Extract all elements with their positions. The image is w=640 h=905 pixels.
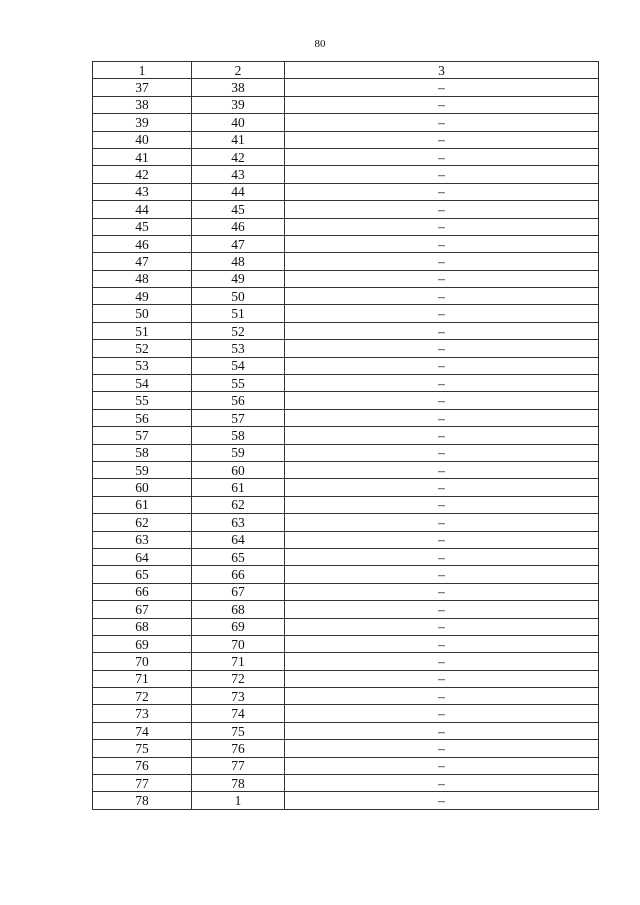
table-row bbox=[93, 427, 599, 444]
table-row bbox=[93, 201, 599, 218]
table-row bbox=[93, 253, 599, 270]
table-row bbox=[93, 792, 599, 809]
table-row bbox=[93, 357, 599, 374]
table-cell-col-2: 60 bbox=[192, 461, 285, 478]
table-cell-col-3: – bbox=[285, 322, 599, 339]
table-row bbox=[93, 79, 599, 96]
table-cell-col-3: – bbox=[285, 688, 599, 705]
table-cell-col-3: – bbox=[285, 740, 599, 757]
table-body bbox=[93, 79, 599, 809]
table-cell-col-3: – bbox=[285, 514, 599, 531]
table-row bbox=[93, 409, 599, 426]
table-cell-col-1: 62 bbox=[93, 514, 192, 531]
table-cell-col-2: 64 bbox=[192, 531, 285, 548]
table-cell-col-3: – bbox=[285, 409, 599, 426]
table-cell-col-1: 74 bbox=[93, 722, 192, 739]
table-cell-col-3: – bbox=[285, 461, 599, 478]
table-cell-col-3: – bbox=[285, 792, 599, 809]
table-row bbox=[93, 757, 599, 774]
table-cell-col-2: 67 bbox=[192, 583, 285, 600]
table-cell-col-1: 47 bbox=[93, 253, 192, 270]
table-cell-col-1: 39 bbox=[93, 114, 192, 131]
table-cell-col-3: – bbox=[285, 131, 599, 148]
table-cell-col-3: – bbox=[285, 479, 599, 496]
table-row bbox=[93, 722, 599, 739]
table-row bbox=[93, 270, 599, 287]
table-cell-col-1: 50 bbox=[93, 305, 192, 322]
table-row bbox=[93, 288, 599, 305]
table-row bbox=[93, 114, 599, 131]
table-cell-col-2: 52 bbox=[192, 322, 285, 339]
table-cell-col-1: 42 bbox=[93, 166, 192, 183]
table-cell-col-2: 59 bbox=[192, 444, 285, 461]
table-cell-col-3: – bbox=[285, 635, 599, 652]
table-row bbox=[93, 322, 599, 339]
table-cell-col-3: – bbox=[285, 427, 599, 444]
table-row bbox=[93, 775, 599, 792]
table-cell-col-3: – bbox=[285, 653, 599, 670]
table-cell-col-2: 63 bbox=[192, 514, 285, 531]
table-cell-col-2: 1 bbox=[192, 792, 285, 809]
table-cell-col-1: 54 bbox=[93, 375, 192, 392]
column-header-1: 1 bbox=[93, 62, 192, 79]
table-row bbox=[93, 131, 599, 148]
table-cell-col-3: – bbox=[285, 775, 599, 792]
table-header bbox=[93, 62, 599, 79]
table-row bbox=[93, 340, 599, 357]
table-cell-col-1: 63 bbox=[93, 531, 192, 548]
table-row bbox=[93, 479, 599, 496]
table-cell-col-2: 74 bbox=[192, 705, 285, 722]
table-row bbox=[93, 601, 599, 618]
table-row bbox=[93, 392, 599, 409]
table-cell-col-1: 72 bbox=[93, 688, 192, 705]
table-cell-col-1: 52 bbox=[93, 340, 192, 357]
table-cell-col-1: 43 bbox=[93, 183, 192, 200]
table-cell-col-1: 58 bbox=[93, 444, 192, 461]
table-cell-col-2: 46 bbox=[192, 218, 285, 235]
table-row bbox=[93, 670, 599, 687]
table-cell-col-2: 77 bbox=[192, 757, 285, 774]
table-cell-col-1: 78 bbox=[93, 792, 192, 809]
table-cell-col-3: – bbox=[285, 531, 599, 548]
table-cell-col-2: 73 bbox=[192, 688, 285, 705]
table-cell-col-3: – bbox=[285, 375, 599, 392]
table-row bbox=[93, 375, 599, 392]
table-cell-col-2: 41 bbox=[192, 131, 285, 148]
table-cell-col-3: – bbox=[285, 392, 599, 409]
table-cell-col-1: 66 bbox=[93, 583, 192, 600]
table-cell-col-3: – bbox=[285, 618, 599, 635]
table-cell-col-1: 68 bbox=[93, 618, 192, 635]
table-cell-col-1: 61 bbox=[93, 496, 192, 513]
column-header-3: 3 bbox=[285, 62, 599, 79]
table-cell-col-3: – bbox=[285, 96, 599, 113]
table-cell-col-2: 57 bbox=[192, 409, 285, 426]
table-row bbox=[93, 740, 599, 757]
table-cell-col-2: 71 bbox=[192, 653, 285, 670]
table-cell-col-3: – bbox=[285, 114, 599, 131]
table-cell-col-3: – bbox=[285, 79, 599, 96]
header-row bbox=[93, 62, 599, 79]
table-cell-col-3: – bbox=[285, 148, 599, 165]
column-header-2: 2 bbox=[192, 62, 285, 79]
table-cell-col-1: 64 bbox=[93, 548, 192, 565]
table-cell-col-2: 47 bbox=[192, 235, 285, 252]
table-cell-col-2: 70 bbox=[192, 635, 285, 652]
table-cell-col-2: 58 bbox=[192, 427, 285, 444]
table-cell-col-1: 53 bbox=[93, 357, 192, 374]
table-cell-col-1: 45 bbox=[93, 218, 192, 235]
table-cell-col-2: 44 bbox=[192, 183, 285, 200]
table-cell-col-2: 65 bbox=[192, 548, 285, 565]
table-cell-col-3: – bbox=[285, 166, 599, 183]
table-cell-col-2: 49 bbox=[192, 270, 285, 287]
table-cell-col-3: – bbox=[285, 670, 599, 687]
table-cell-col-1: 44 bbox=[93, 201, 192, 218]
table-cell-col-2: 43 bbox=[192, 166, 285, 183]
table-cell-col-1: 73 bbox=[93, 705, 192, 722]
table-cell-col-3: – bbox=[285, 201, 599, 218]
table-cell-col-3: – bbox=[285, 270, 599, 287]
table-cell-col-3: – bbox=[285, 235, 599, 252]
table-cell-col-1: 59 bbox=[93, 461, 192, 478]
table-cell-col-1: 55 bbox=[93, 392, 192, 409]
table-cell-col-1: 48 bbox=[93, 270, 192, 287]
table-row bbox=[93, 183, 599, 200]
table-cell-col-2: 68 bbox=[192, 601, 285, 618]
table-cell-col-3: – bbox=[285, 566, 599, 583]
table-row bbox=[93, 96, 599, 113]
table-cell-col-3: – bbox=[285, 722, 599, 739]
table-cell-col-1: 60 bbox=[93, 479, 192, 496]
table-cell-col-3: – bbox=[285, 705, 599, 722]
table-cell-col-3: – bbox=[285, 757, 599, 774]
table-cell-col-3: – bbox=[285, 288, 599, 305]
table-cell-col-2: 61 bbox=[192, 479, 285, 496]
table-cell-col-3: – bbox=[285, 183, 599, 200]
table-cell-col-2: 38 bbox=[192, 79, 285, 96]
table-row bbox=[93, 166, 599, 183]
table-cell-col-3: – bbox=[285, 583, 599, 600]
table-cell-col-1: 67 bbox=[93, 601, 192, 618]
table-cell-col-2: 40 bbox=[192, 114, 285, 131]
table-row bbox=[93, 566, 599, 583]
table-cell-col-2: 75 bbox=[192, 722, 285, 739]
table-row bbox=[93, 705, 599, 722]
table-cell-col-2: 76 bbox=[192, 740, 285, 757]
table-cell-col-1: 38 bbox=[93, 96, 192, 113]
table-cell-col-2: 48 bbox=[192, 253, 285, 270]
table-cell-col-2: 53 bbox=[192, 340, 285, 357]
table-cell-col-1: 69 bbox=[93, 635, 192, 652]
table-cell-col-3: – bbox=[285, 340, 599, 357]
table-cell-col-3: – bbox=[285, 218, 599, 235]
table-cell-col-3: – bbox=[285, 444, 599, 461]
table-row bbox=[93, 461, 599, 478]
table-cell-col-1: 77 bbox=[93, 775, 192, 792]
table-cell-col-3: – bbox=[285, 548, 599, 565]
table-cell-col-2: 55 bbox=[192, 375, 285, 392]
table-cell-col-1: 46 bbox=[93, 235, 192, 252]
table-cell-col-3: – bbox=[285, 496, 599, 513]
table-cell-col-3: – bbox=[285, 601, 599, 618]
table-cell-col-2: 50 bbox=[192, 288, 285, 305]
table-cell-col-3: – bbox=[285, 305, 599, 322]
table-cell-col-2: 66 bbox=[192, 566, 285, 583]
table-row bbox=[93, 653, 599, 670]
table-cell-col-1: 41 bbox=[93, 148, 192, 165]
table-cell-col-2: 69 bbox=[192, 618, 285, 635]
table-row bbox=[93, 635, 599, 652]
table-row bbox=[93, 618, 599, 635]
table-cell-col-1: 75 bbox=[93, 740, 192, 757]
table-cell-col-2: 78 bbox=[192, 775, 285, 792]
table-row bbox=[93, 514, 599, 531]
table-cell-col-2: 62 bbox=[192, 496, 285, 513]
table-cell-col-1: 76 bbox=[93, 757, 192, 774]
table-row bbox=[93, 531, 599, 548]
table-cell-col-1: 37 bbox=[93, 79, 192, 96]
table-cell-col-2: 56 bbox=[192, 392, 285, 409]
table-row bbox=[93, 148, 599, 165]
table-cell-col-2: 51 bbox=[192, 305, 285, 322]
table-row bbox=[93, 235, 599, 252]
table-cell-col-1: 70 bbox=[93, 653, 192, 670]
table-row bbox=[93, 444, 599, 461]
table-row bbox=[93, 583, 599, 600]
table-row bbox=[93, 496, 599, 513]
table-row bbox=[93, 548, 599, 565]
table-row bbox=[93, 688, 599, 705]
table-cell-col-2: 72 bbox=[192, 670, 285, 687]
table-cell-col-1: 56 bbox=[93, 409, 192, 426]
table-cell-col-1: 57 bbox=[93, 427, 192, 444]
table-cell-col-3: – bbox=[285, 253, 599, 270]
table-cell-col-2: 39 bbox=[192, 96, 285, 113]
table-cell-col-2: 42 bbox=[192, 148, 285, 165]
table-row bbox=[93, 305, 599, 322]
table-cell-col-1: 65 bbox=[93, 566, 192, 583]
table-row bbox=[93, 218, 599, 235]
table-cell-col-1: 71 bbox=[93, 670, 192, 687]
table-cell-col-2: 45 bbox=[192, 201, 285, 218]
table-cell-col-3: – bbox=[285, 357, 599, 374]
page-number: 80 bbox=[314, 38, 326, 50]
table-cell-col-2: 54 bbox=[192, 357, 285, 374]
table-cell-col-1: 49 bbox=[93, 288, 192, 305]
table-cell-col-1: 40 bbox=[93, 131, 192, 148]
table-cell-col-1: 51 bbox=[93, 322, 192, 339]
data-table bbox=[92, 61, 599, 810]
